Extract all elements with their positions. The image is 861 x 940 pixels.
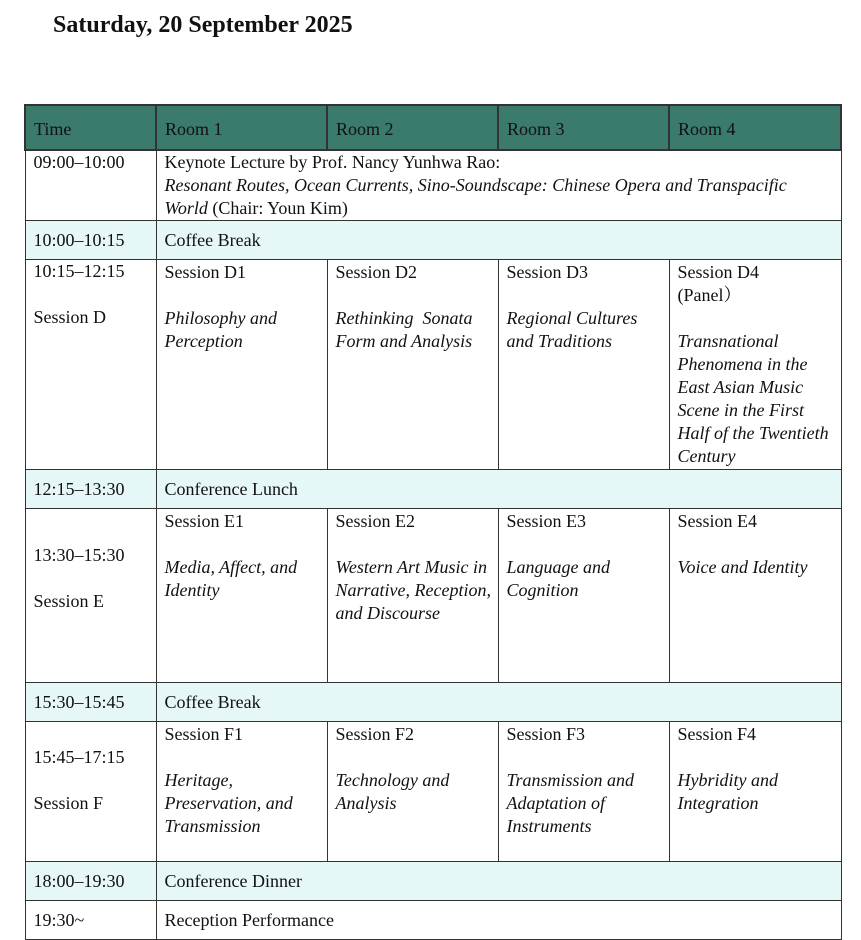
session-label: Session F3 [506, 724, 586, 744]
session-d-name: Session D [33, 307, 107, 327]
session-e-time: 13:30–15:30 [33, 545, 125, 565]
session-label: Session D1 [164, 262, 247, 282]
session-f-row [25, 722, 841, 862]
session-topic: Transnational Phenomena in the East Asian Music Scene in the First Half of the Twentieth Century [677, 331, 829, 466]
table-header-row [25, 105, 841, 150]
session-note: (Panel） [677, 285, 742, 305]
session-f1-cell [156, 722, 327, 862]
keynote-row [25, 150, 841, 221]
schedule-table [24, 104, 842, 940]
header-room-3: Room 3 [498, 105, 669, 150]
dinner-time: 18:00–19:30 [25, 862, 156, 901]
page-title: Saturday, 20 September 2025 [53, 12, 353, 38]
keynote-speaker: Keynote Lecture by Prof. Nancy Yunhwa Rao: [164, 152, 501, 172]
keynote-title: Resonant Routes, Ocean Currents, Sino-Soundscape: Chinese Opera and Transpacific World [164, 175, 787, 218]
session-topic: Regional Cultures and Traditions [506, 308, 638, 351]
session-e2-cell [327, 509, 498, 683]
session-topic: Voice and Identity [677, 557, 808, 577]
session-label: Session D2 [335, 262, 418, 282]
session-topic: Language and Cognition [506, 557, 610, 600]
session-label: Session D4 [677, 262, 760, 282]
session-e1-cell [156, 509, 327, 683]
session-label: Session E1 [164, 511, 245, 531]
session-e-name: Session E [33, 591, 105, 611]
session-label: Session F4 [677, 724, 757, 744]
lunch-row [25, 470, 841, 509]
session-d4-cell [669, 260, 841, 470]
session-topic: Transmission and Adaptation of Instruments [506, 770, 635, 836]
lunch-time: 12:15–13:30 [25, 470, 156, 509]
coffee-break-row-1 [25, 221, 841, 260]
reception-row [25, 901, 841, 940]
session-f-time-cell [25, 722, 156, 862]
session-topic: Philosophy and Perception [164, 308, 277, 351]
session-f2-cell [327, 722, 498, 862]
reception-time: 19:30~ [25, 901, 156, 940]
session-f4-cell [669, 722, 841, 862]
session-d-time-cell [25, 260, 156, 470]
session-d3-cell [498, 260, 669, 470]
session-d1-cell [156, 260, 327, 470]
session-e4-cell [669, 509, 841, 683]
reception-label: Reception Performance [156, 901, 841, 940]
session-f-time: 15:45–17:15 [33, 747, 125, 767]
dinner-label: Conference Dinner [156, 862, 841, 901]
session-e3-cell [498, 509, 669, 683]
header-time: Time [25, 105, 156, 150]
session-topic: Media, Affect, and Identity [164, 557, 298, 600]
session-topic: Western Art Music in Narrative, Reception, and Discourse [335, 557, 491, 623]
session-d-row [25, 260, 841, 470]
lunch-label: Conference Lunch [156, 470, 841, 509]
coffee-break-row-2 [25, 683, 841, 722]
keynote-time: 09:00–10:00 [25, 150, 156, 221]
dinner-row [25, 862, 841, 901]
session-e-row [25, 509, 841, 683]
coffee-break-1-label: Coffee Break [156, 221, 841, 260]
header-room-1: Room 1 [156, 105, 327, 150]
session-label: Session E4 [677, 511, 758, 531]
session-label: Session E3 [506, 511, 587, 531]
session-e-time-cell [25, 509, 156, 683]
session-d-time: 10:15–12:15 [33, 261, 125, 281]
coffee-break-2-label: Coffee Break [156, 683, 841, 722]
keynote-cell [156, 150, 841, 221]
header-room-4: Room 4 [669, 105, 841, 150]
session-label: Session F2 [335, 724, 415, 744]
session-f3-cell [498, 722, 669, 862]
session-topic: Heritage, Preservation, and Transmission [164, 770, 293, 836]
coffee-break-2-time: 15:30–15:45 [25, 683, 156, 722]
header-room-2: Room 2 [327, 105, 498, 150]
session-f-name: Session F [33, 793, 104, 813]
session-topic: Rethinking Sonata Form and Analysis [335, 308, 477, 351]
session-d2-cell [327, 260, 498, 470]
session-topic: Technology and Analysis [335, 770, 450, 813]
session-topic: Hybridity and Integration [677, 770, 778, 813]
session-label: Session E2 [335, 511, 416, 531]
session-label: Session F1 [164, 724, 244, 744]
keynote-chair: (Chair: Youn Kim) [207, 198, 348, 218]
coffee-break-1-time: 10:00–10:15 [25, 221, 156, 260]
session-label: Session D3 [506, 262, 589, 282]
